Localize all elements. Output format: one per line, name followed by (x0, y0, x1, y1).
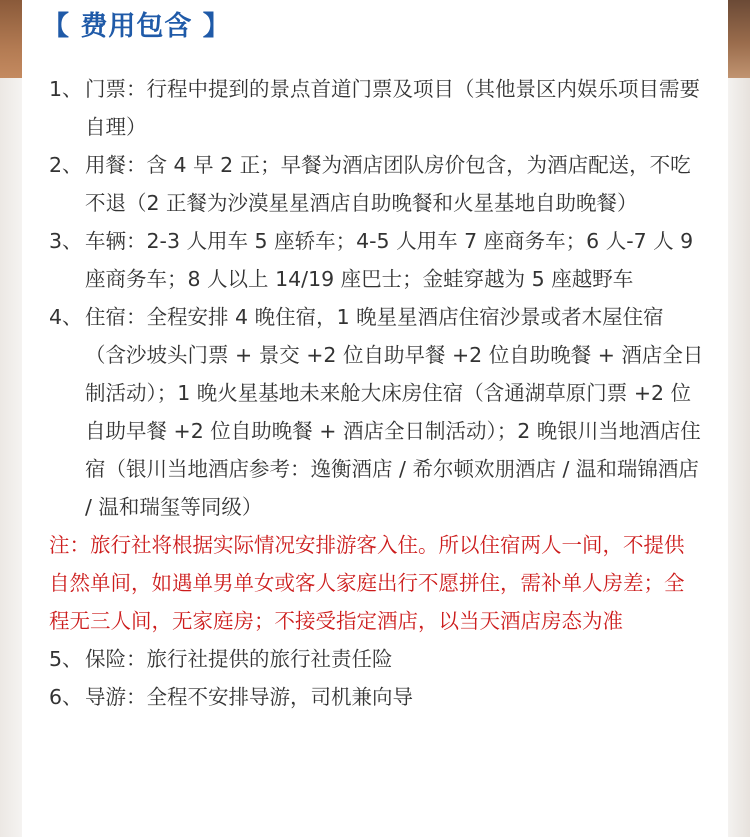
item-number: 2、 (49, 153, 83, 177)
item-text: 住宿：全程安排 4 晚住宿，1 晚星星酒店住宿沙景或者木屋住宿（含沙坡头门票 + 景交 +2 位自助早餐 +2 位自助晚餐 + 酒店全日制活动）；1 晚火星基地未来舱大床房住宿（含通湖草原门票 +2 位自助早餐 +2 位自助晚餐 + 酒店全日制活动）；2 晚银川当地酒店住宿（银川当地酒店参考：逸衡酒店 / 希尔顿欢朋酒店 / 温和瑞锦酒店 / 温和瑞玺等同级） (85, 305, 704, 519)
page-margin-right (728, 78, 750, 837)
fee-include-list (49, 70, 704, 716)
list-item-insurance (49, 640, 704, 678)
item-text: 保险：旅行社提供的旅行社责任险 (85, 647, 393, 671)
content-card (22, 0, 728, 837)
item-text: 门票：行程中提到的景点首道门票及项目（其他景区内娱乐项目需要自理） (85, 77, 700, 139)
list-item-vehicles (49, 222, 704, 298)
background-photo-right (728, 0, 750, 78)
item-text: 用餐：含 4 早 2 正；早餐为酒店团队房价包含，为酒店配送，不吃不退（2 正餐为沙漠星星酒店自助晚餐和火星基地自助晚餐） (85, 153, 691, 215)
page-margin-left (0, 78, 22, 837)
background-photo-left (0, 0, 22, 78)
item-number: 1、 (49, 77, 83, 101)
item-number: 5、 (49, 647, 83, 671)
list-item-meals (49, 146, 704, 222)
section-title: 【 费用包含 】 (42, 11, 231, 42)
list-item-guide (49, 678, 704, 716)
item-number: 3、 (49, 229, 83, 253)
list-item-accommodation (49, 298, 704, 526)
item-number: 6、 (49, 685, 83, 709)
list-item-tickets (49, 70, 704, 146)
accommodation-note: 注：旅行社将根据实际情况安排游客入住。所以住宿两人一间，不提供自然单间，如遇单男单女或客人家庭出行不愿拼住，需补单人房差；全程无三人间，无家庭房；不接受指定酒店，以当天酒店房态为准 (49, 533, 685, 633)
item-number: 4、 (49, 305, 83, 329)
item-text: 车辆：2-3 人用车 5 座轿车；4-5 人用车 7 座商务车；6 人-7 人 9 座商务车；8 人以上 14/19 座巴士；金蛙穿越为 5 座越野车 (85, 229, 694, 291)
item-text: 导游：全程不安排导游，司机兼向导 (85, 685, 413, 709)
